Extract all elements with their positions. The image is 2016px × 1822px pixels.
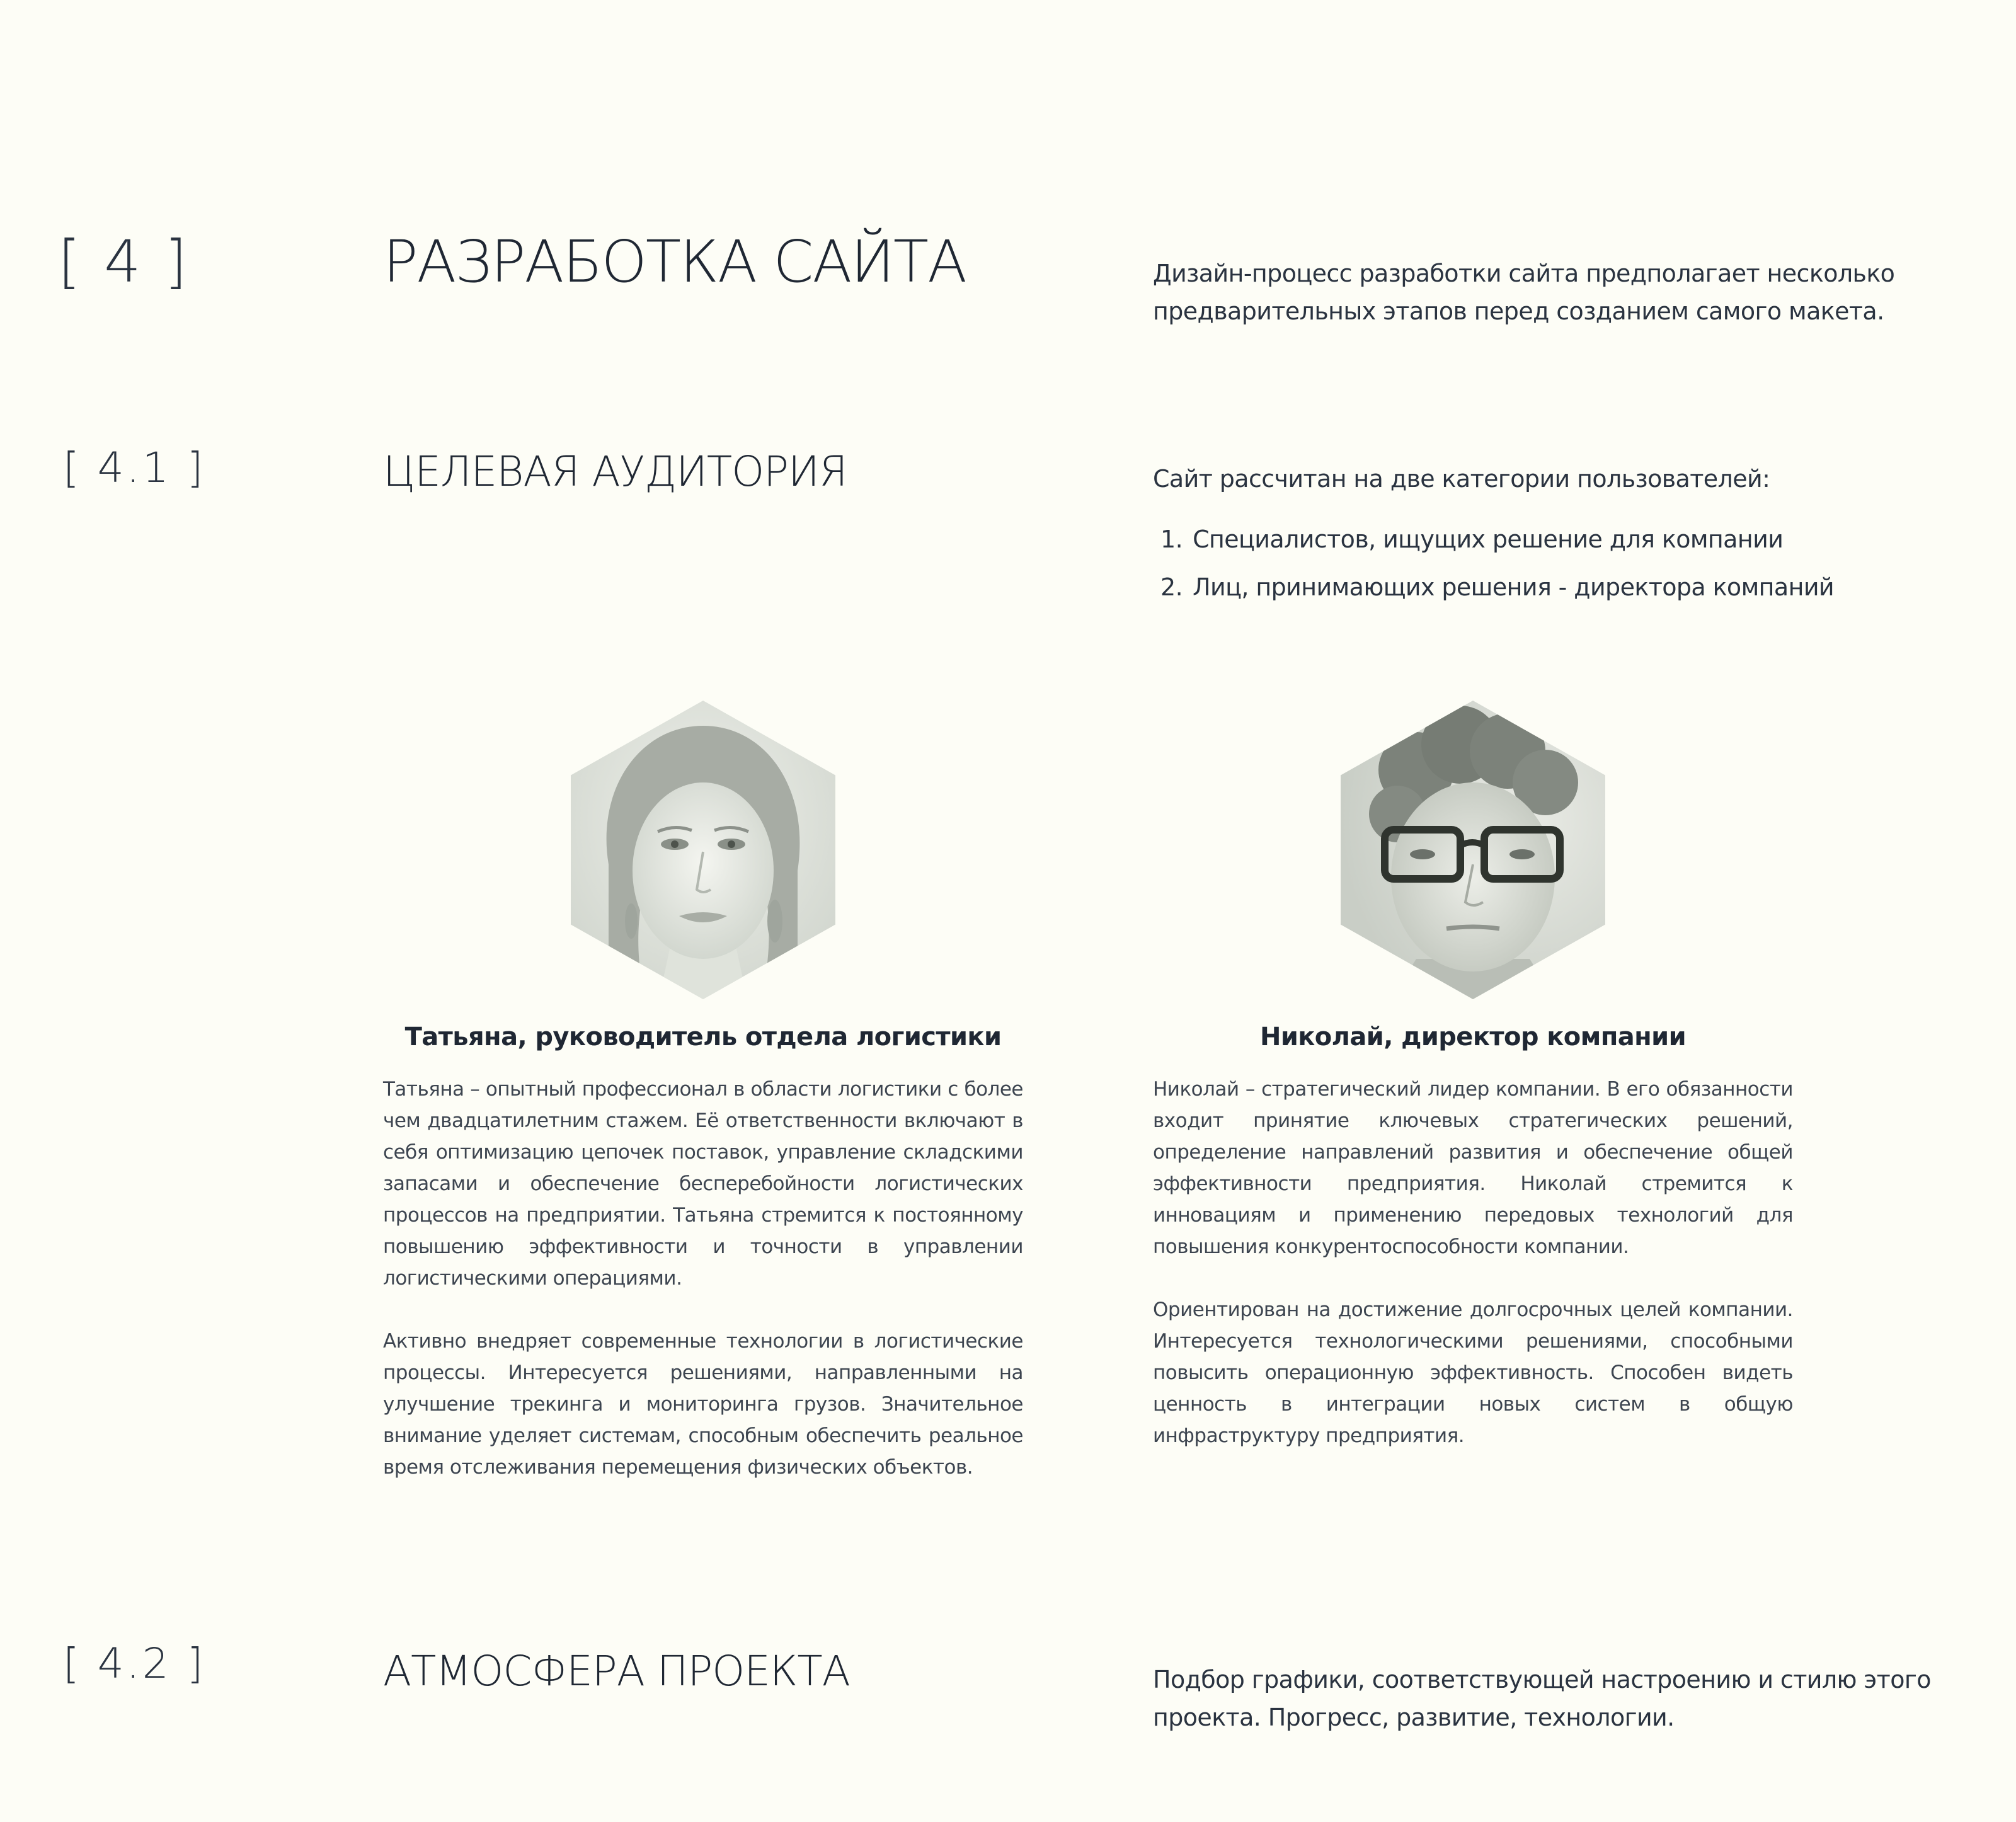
audience-lead: Сайт рассчитан на две категории пользователей: [1153,465,1770,493]
atmosphere-lead: Подбор графики, соответствующей настроению и стилю этого проекта. Прогресс, развитие, технологии. [1153,1666,1931,1731]
persona-name: Татьяна, руководитель отдела логистики [404,1023,1002,1051]
persona-avatar-woman [571,701,835,999]
persona-name: Николай, директор компании [1259,1023,1687,1051]
list-item: 2. Лиц, принимающих решения - директора компаний [1160,573,1835,601]
persona-bio [1153,1074,1793,1483]
subsection-title-atmosphere: АТМОСФЕРА ПРОЕКТА [383,1647,850,1695]
subsection-number-audience: [ 4.1 ] [63,444,206,492]
bio-paragraph: Татьяна – опытный профессионал в области логистики с более чем двадцатилетним стажем. Её ответственности включают в себя оптимизацию цепочек поставок, управление складскими запасами и обеспечение бесперебойности логистических процессов на предприятии. Татьяна стремится к постоянному повышению эффективности и точности в управлении логистическими операциями. [383,1078,1023,1290]
section-title: РАЗРАБОТКА САЙТА [383,228,966,295]
persona-bio [383,1074,1023,1515]
persona-avatar-man [1341,701,1605,999]
subsection-number-atmosphere: [ 4.2 ] [63,1639,206,1688]
bio-paragraph: Ориентирован на достижение долгосрочных целей компании. Интересуется технологическими решениями, способными повысить операционную эффективность. Способен видеть ценность в интеграции новых систем в общую инфраструктуру предприятия. [1153,1298,1793,1447]
list-item: 1. Специалистов, ищущих решение для компании [1160,525,1784,553]
section-lead: Дизайн-процесс разработки сайта предполагает несколько предварительных этапов перед созданием самого макета. [1153,260,1895,325]
section-number: [ 4 ] [58,228,190,295]
bio-paragraph: Николай – стратегический лидер компании. В его обязанности входит принятие ключевых стратегических решений, определение направлений развития и обеспечение общей эффективности предприятия. Николай стремится к инновациям и применению передовых технологий для повышения конкурентоспособности компании. [1153,1078,1793,1258]
audience-list [1160,515,2005,611]
bio-paragraph: Активно внедряет современные технологии в логистические процессы. Интересуется решениями, направленными на улучшение трекинга и мониторинга грузов. Значительное внимание уделяет системам, способным обеспечить реальное время отслеживания перемещения физических объектов. [383,1330,1023,1479]
subsection-title-audience: ЦЕЛЕВАЯ АУДИТОРИЯ [383,447,847,496]
